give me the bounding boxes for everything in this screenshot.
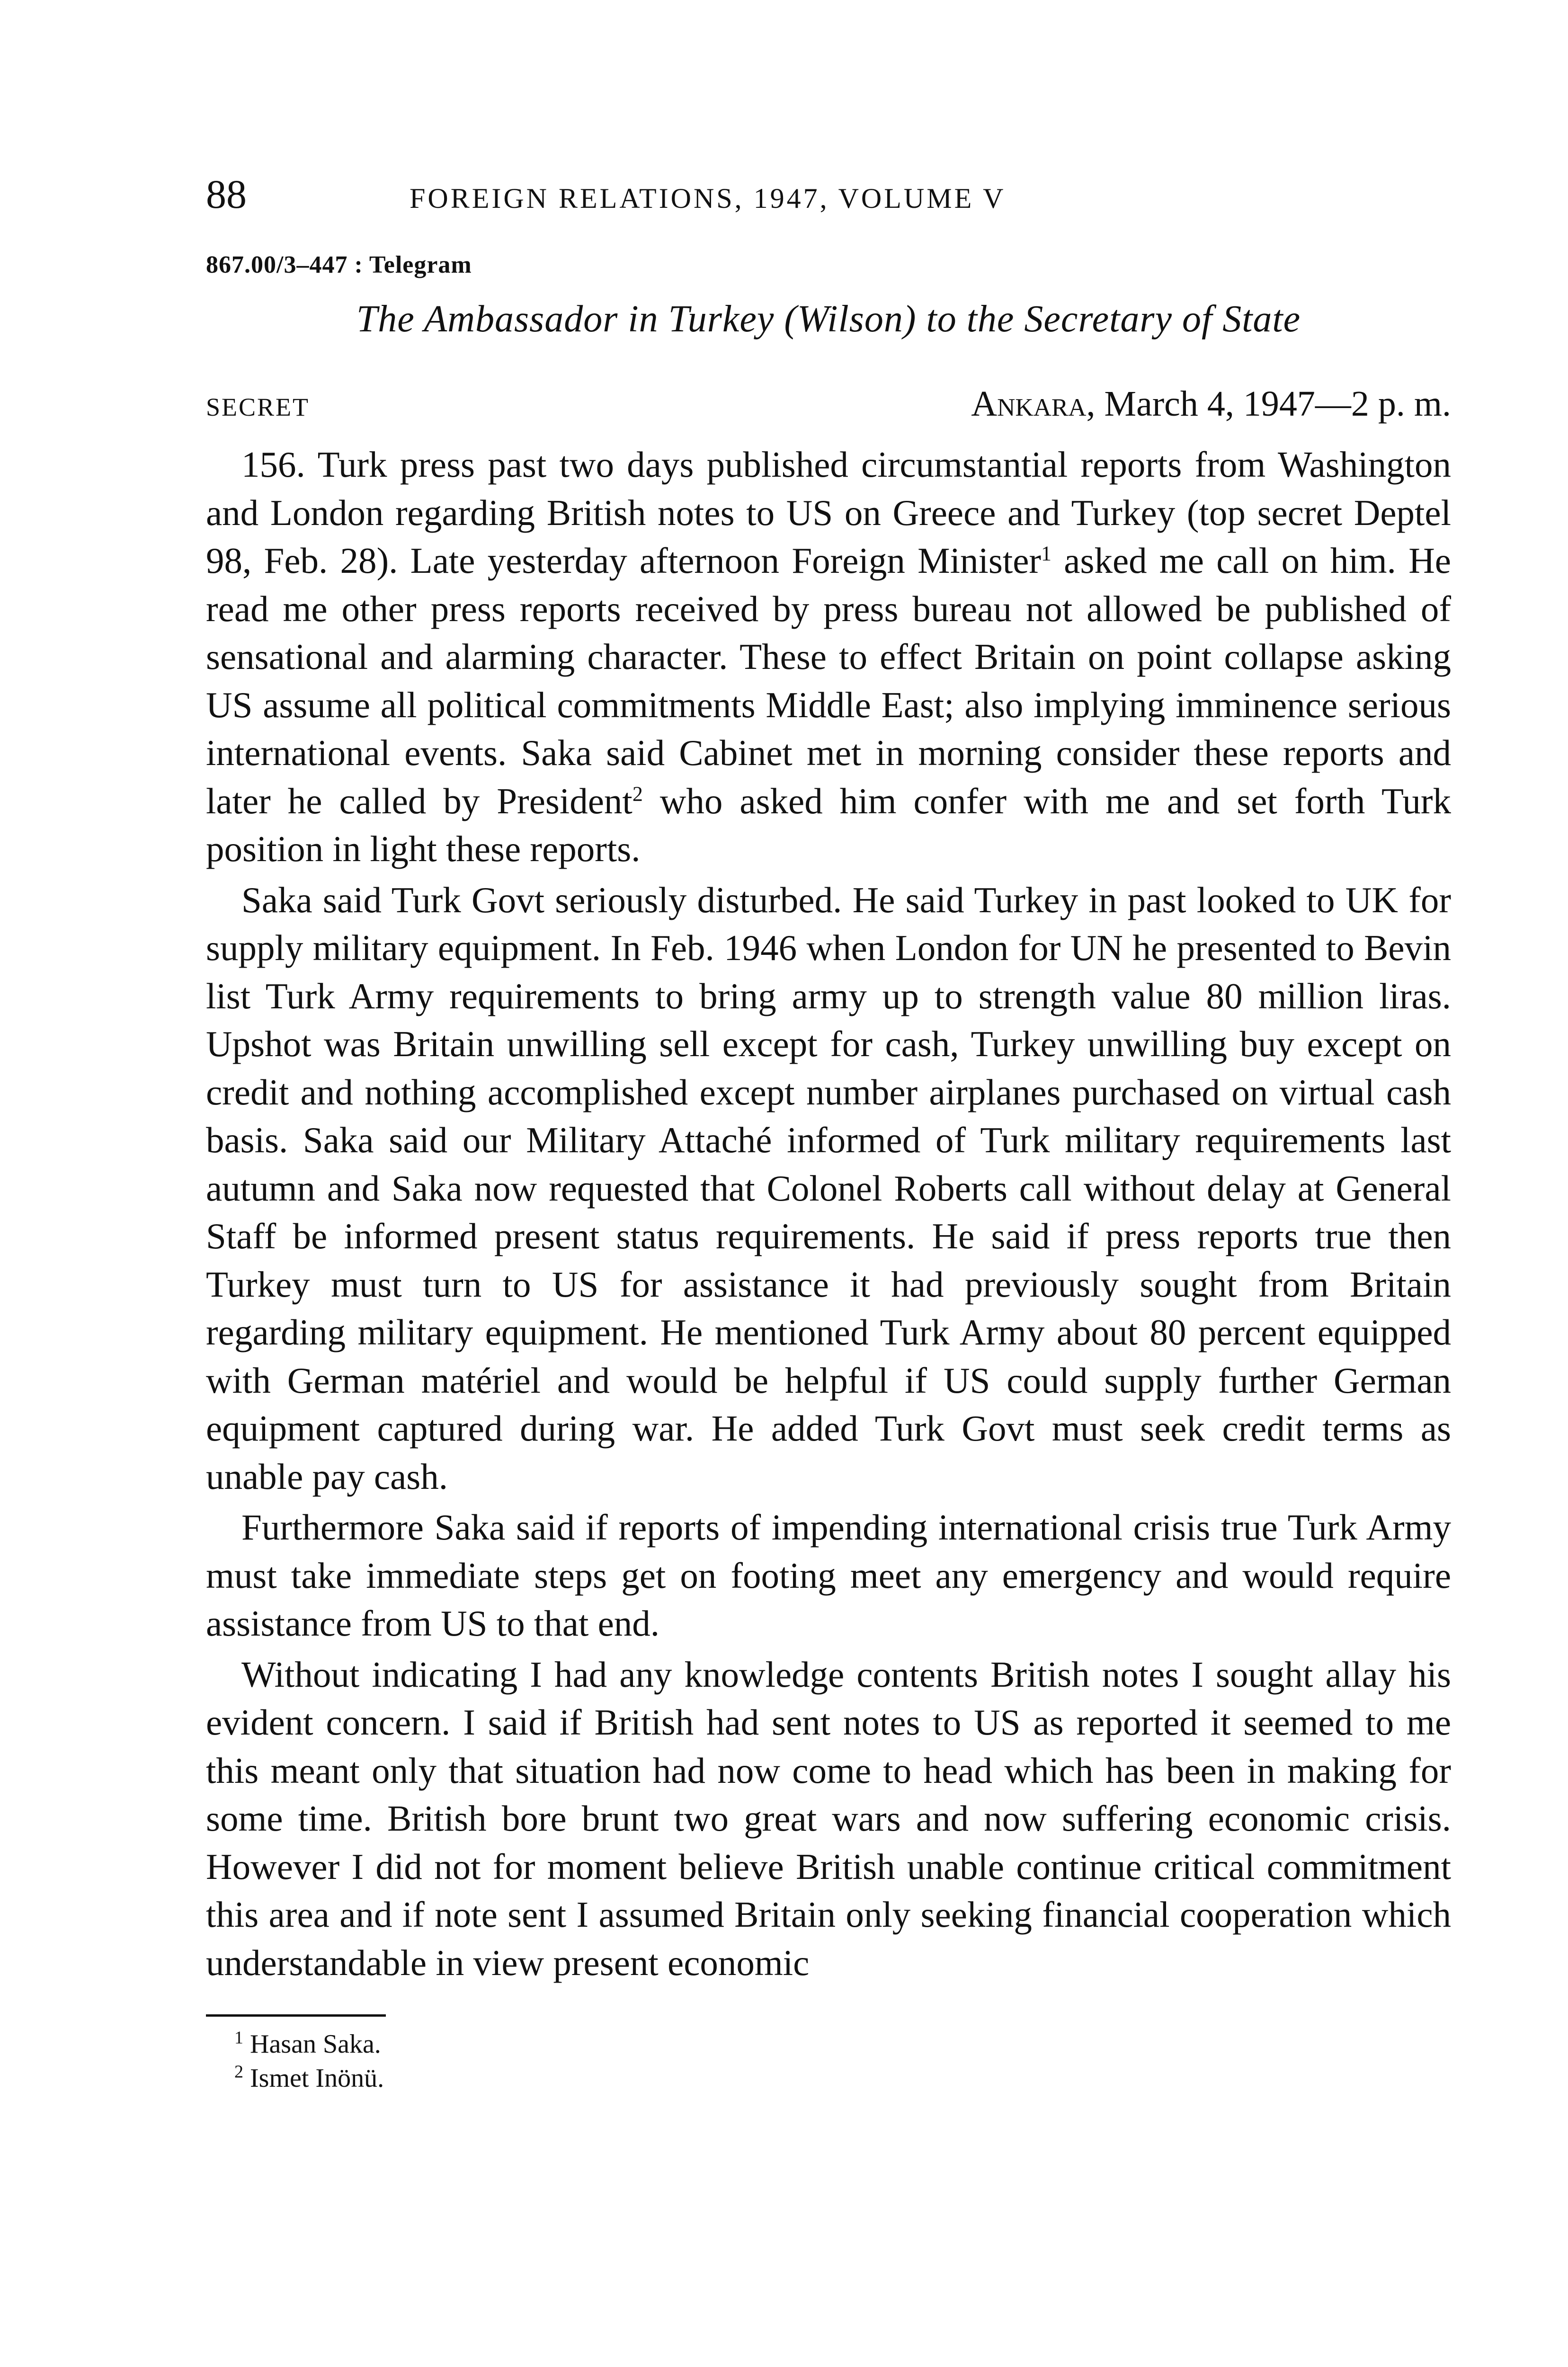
paragraph-1-part-b: asked me call on him. He read me other press reports received by press bureau not allowed be published of sensational and alarming character. These to effect Britain on point collapse asking US assume all political commitments Middle East; also implying imminence serious international events. Saka said Cabinet met in morning consider these reports and later he called by President [206,540,1451,821]
series-title: FOREIGN RELATIONS, 1947, VOLUME V [410,183,1006,214]
footnote-divider [206,2014,386,2017]
date-time: , March 4, 1947—2 p. m. [1086,384,1451,424]
paragraph-3: Furthermore Saka said if reports of impending international crisis true Turk Army must take immediate steps get on footing meet any emergency and would require assistance from US to that end. [206,1507,1451,1644]
file-reference: 867.00/3–447 : Telegram [206,251,472,278]
footnote-2 [234,2061,1451,2095]
footnote-ref-1: 1 [1041,542,1052,565]
running-head [206,170,1451,222]
paragraph-2: Saka said Turk Govt seriously disturbed. He said Turkey in past looked to UK for supply military equipment. In Feb. 1946 when London for UN he presented to Bevin list Turk Army requirements to bring army up to strength value 80 million liras. Upshot was Britain unwilling sell except for cash, Turkey unwilling buy except on credit and nothing accomplished except number airplanes purchased on virtual cash basis. Saka said our Military Attaché informed of Turk military requirements last autumn and Saka now requested that Colonel Roberts call without delay at General Staff be informed present status requirements. He said if press reports true then Turkey must turn to US for assistance it had previously sought from Britain regarding military equipment. He mentioned Turk Army about 80 percent equipped with German matériel and would be helpful if US could supply further German equipment captured during war. He added Turk Govt must seek credit terms as unable pay cash. [206,879,1451,1497]
page-number: 88 [206,171,247,217]
footnote-1 [234,2027,1451,2061]
telegram-body [206,441,1451,1987]
footnote-text: Ismet Inönü. [250,2064,384,2093]
document-title: The Ambassador in Turkey (Wilson) to the Secretary of State [356,298,1301,340]
paragraph-1-part-a: 156. Turk press past two days published circumstantial reports from Washington and London regarding British notes to US on Greece and Turkey (top secret Deptel 98, Feb. 28). Late yesterday afternoon Foreign Minister [206,444,1451,581]
dateline [206,383,1451,425]
footnotes [206,2027,1451,2095]
footnote-mark: 1 [234,2028,243,2048]
footnote-text: Hasan Saka. [250,2029,381,2059]
paragraph-4: Without indicating I had any knowledge contents British notes I sought allay his evident concern. I said if British had sent notes to US as reported it seemed to me this meant only that situation had now come to head which has been in making for some time. British bore brunt two great wars and now suffering economic crisis. However I did not for moment believe British unable continue critical commitment this area and if note sent I assumed Britain only seeking financial cooperation which understandable in view present economic [206,1654,1451,1983]
paragraph-1-part-c: who asked him confer with me and set forth Turk position in light these reports. [206,780,1451,869]
footnote-mark: 2 [234,2062,243,2082]
document-page [206,170,1451,2095]
classification-label: SECRET [206,393,310,421]
paragraph-1 [206,441,1451,873]
place-date [971,383,1451,425]
place-name: Ankara [971,384,1087,424]
footnote-ref-2: 2 [632,782,643,805]
